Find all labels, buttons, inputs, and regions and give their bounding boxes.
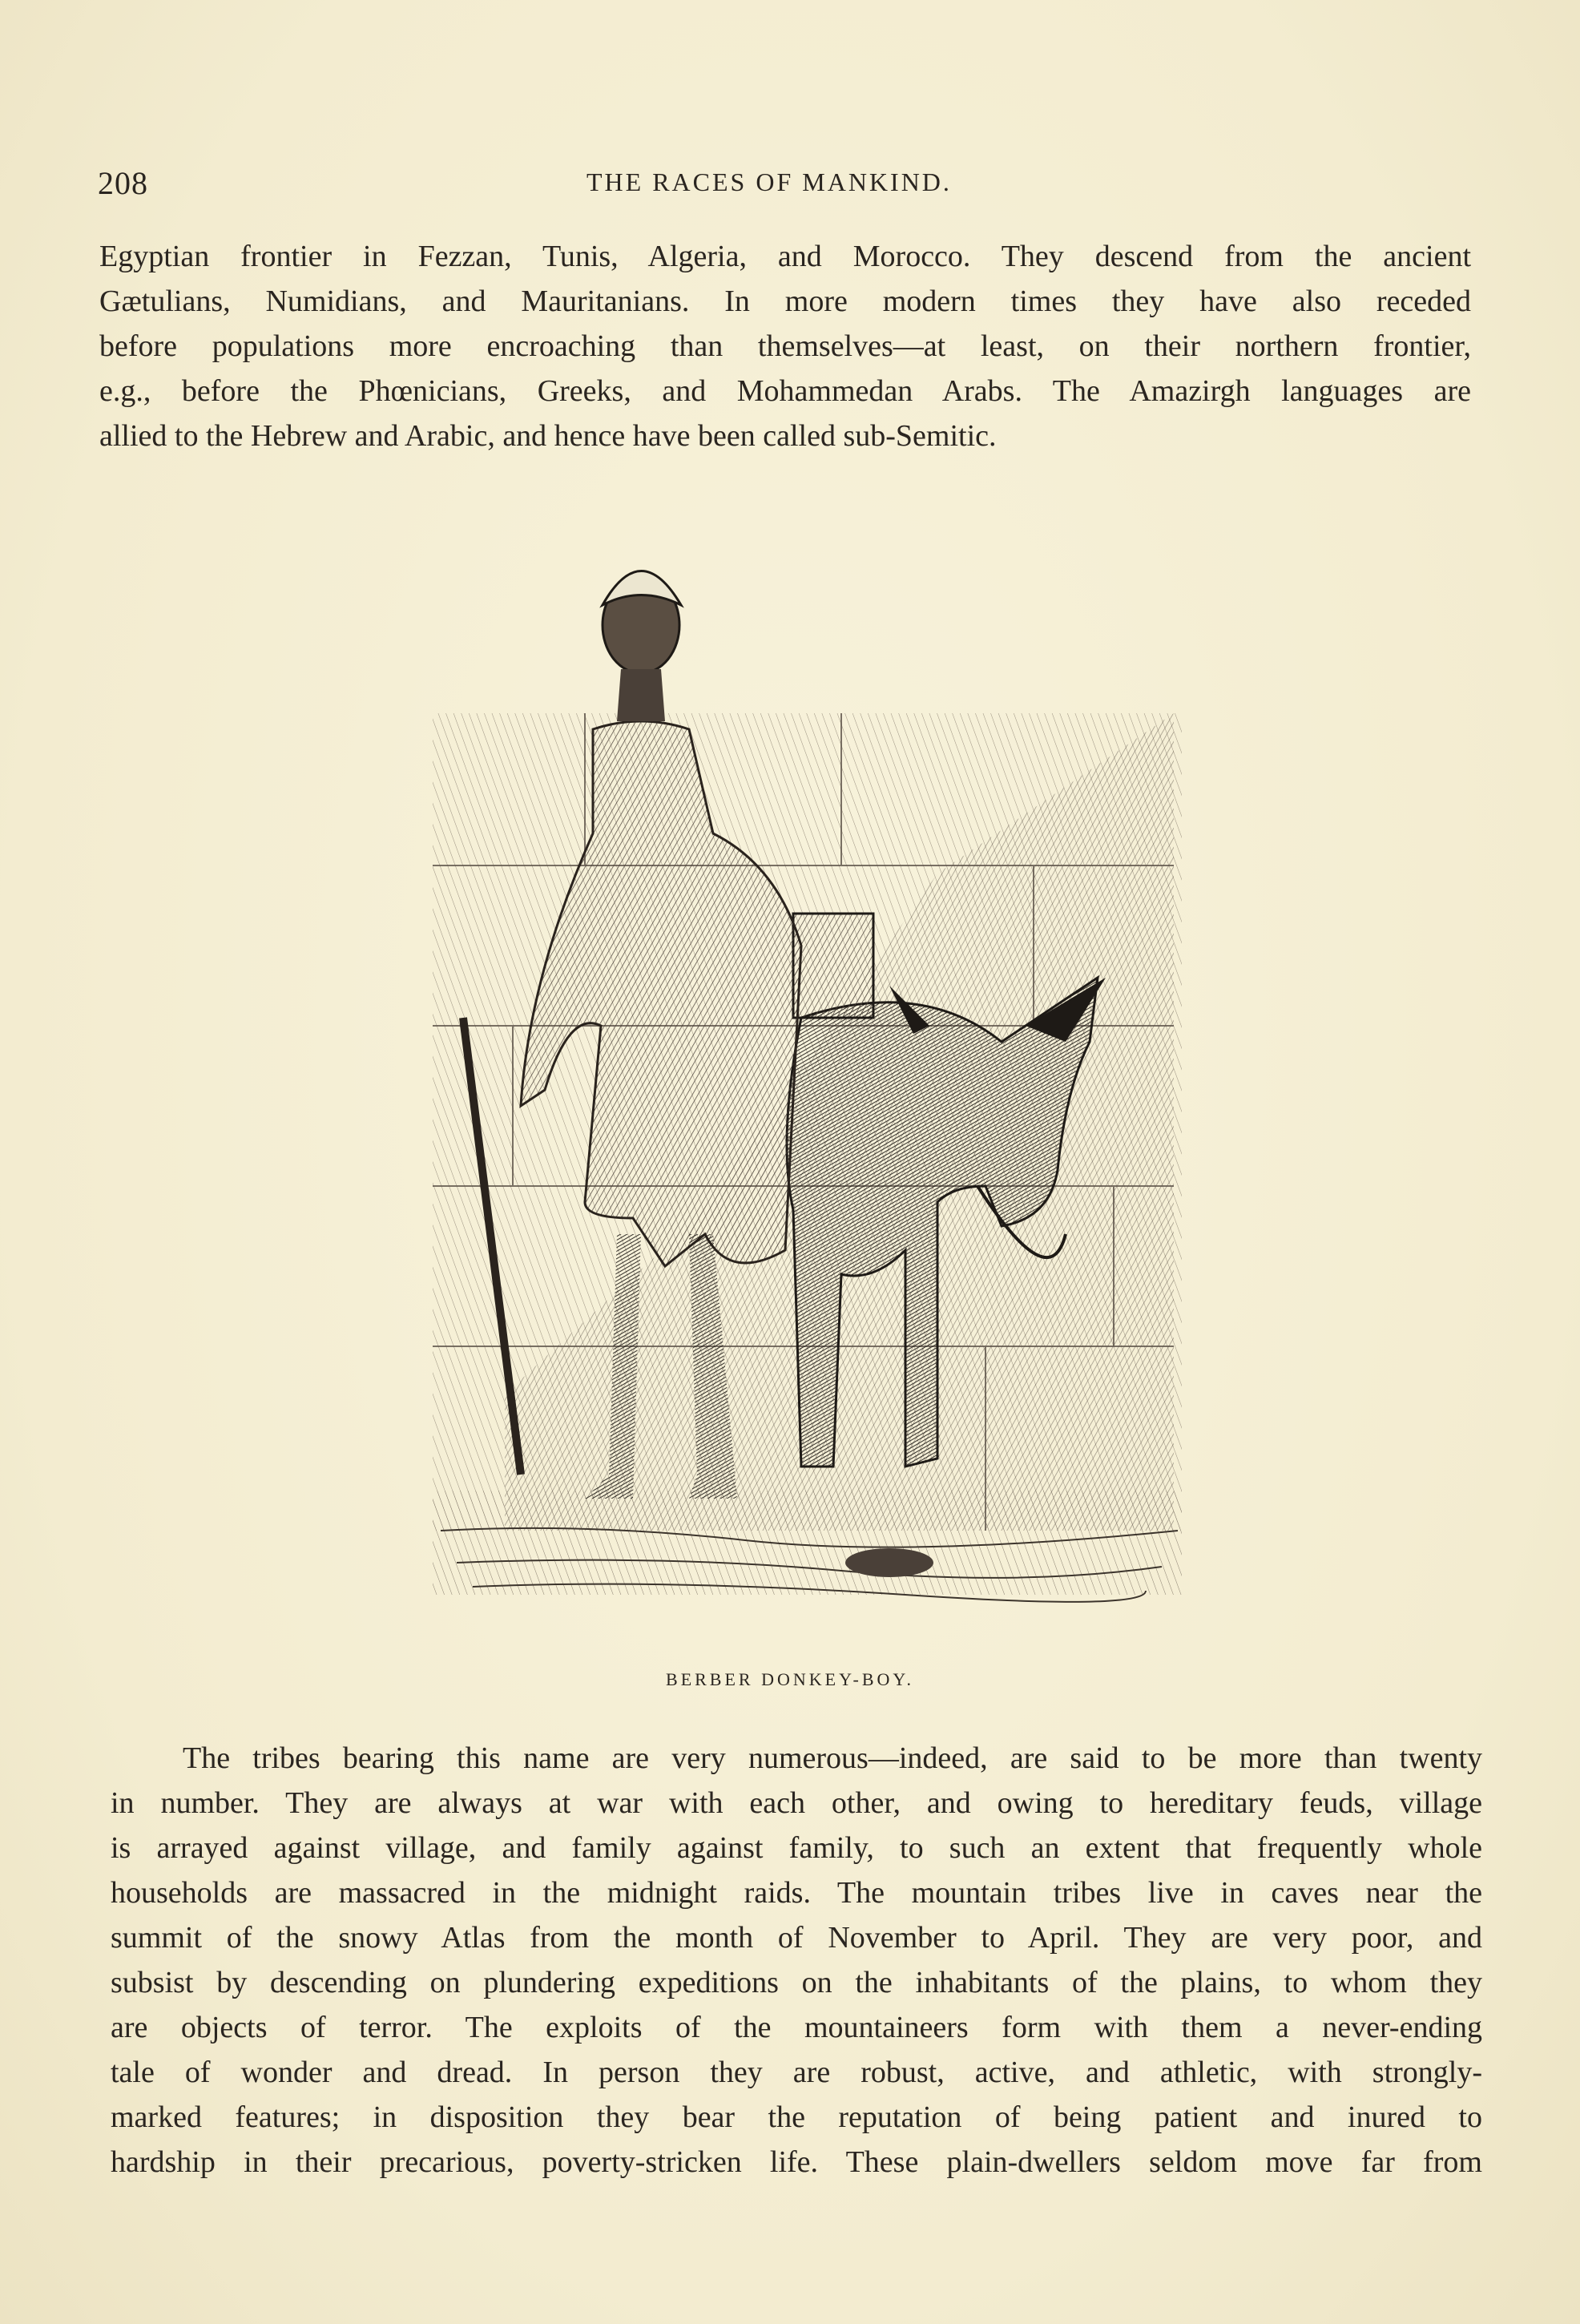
text-line: hardship in their precarious, poverty-stricken life. These plain-dwellers seldom move far from	[111, 2145, 1482, 2179]
text-line: is arrayed against village, and family against family, to such an extent that frequently whole	[111, 1831, 1482, 1865]
text-line: allied to the Hebrew and Arabic, and hence have been called sub-Semitic.	[99, 419, 997, 453]
paragraph-bottom	[111, 1736, 1482, 2185]
text-line: summit of the snowy Atlas from the month of November to April. They are very poor, and	[111, 1921, 1482, 1955]
text-line: are objects of terror. The exploits of the mountaineers form with them a never-ending	[111, 2011, 1482, 2044]
text-line: Egyptian frontier in Fezzan, Tunis, Algeria, and Morocco. They descend from the ancient	[99, 240, 1471, 273]
paragraph-top	[99, 234, 1471, 458]
page-header	[98, 164, 1476, 204]
text-line: The tribes bearing this name are very numerous—indeed, are said to be more than twenty	[183, 1741, 1482, 1775]
text-line: tale of wonder and dread. In person they are robust, active, and athletic, with strongly-	[111, 2056, 1482, 2089]
text-line: marked features; in disposition they bear the reputation of being patient and inured to	[111, 2100, 1482, 2134]
engraving-image	[425, 529, 1186, 1651]
figure-caption: BERBER DONKEY-BOY.	[666, 1669, 914, 1689]
engraving-illustration	[425, 529, 1186, 1651]
text-line: e.g., before the Phœnicians, Greeks, and Mohammedan Arabs. The Amazirgh languages are	[99, 374, 1471, 408]
page-number: 208	[98, 165, 148, 201]
text-line: Gætulians, Numidians, and Mauritanians. In more modern times they have also receded	[99, 284, 1471, 318]
running-title: THE RACES OF MANKIND.	[586, 167, 952, 196]
text-line: subsist by descending on plundering expeditions on the inhabitants of the plains, to whom they	[111, 1966, 1482, 1999]
text-line: before populations more encroaching than themselves—at least, on their northern frontier,	[99, 329, 1471, 363]
text-line: households are massacred in the midnight raids. The mountain tribes live in caves near the	[111, 1876, 1482, 1910]
text-line: in number. They are always at war with each other, and owing to hereditary feuds, village	[111, 1786, 1482, 1820]
